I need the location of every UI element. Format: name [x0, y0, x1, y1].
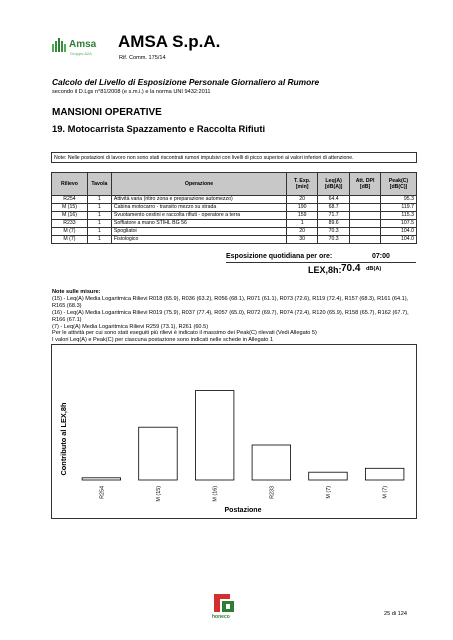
cell: M (7) — [52, 236, 88, 244]
col-header: Operazione — [111, 173, 286, 196]
x-tick-label: M (7) — [326, 486, 332, 499]
cell: 104.0 — [381, 228, 417, 236]
cell: 70.3 — [318, 236, 350, 244]
cell: 104.0 — [381, 236, 417, 244]
note-line: (15) - Leq(A) Media Logaritmica Rilievi R018 (65.9), R036 (63.2), R056 (68.1), R071 (61.1), R073 (72.6), R119 (72.4), R157 (68.3), R161 (64.1), R165 (68.3) — [52, 295, 409, 309]
cell: 20 — [287, 228, 318, 236]
noise-note: Note: Nelle postazioni di lavoro non sono stati riscontrati rumori impulsivi con livelli di picco superiori ai valori inferiori di attenzione. — [51, 152, 417, 163]
table-row — [52, 228, 417, 236]
note-line: I valori Leq(A) e Peak(C) per ciascuna postazione sono indicati nelle schede in Allegato 1 — [52, 337, 274, 344]
divider — [226, 262, 416, 263]
cell: 20 — [287, 196, 318, 204]
x-tick-label: M (7) — [382, 486, 389, 499]
cell: 1 — [87, 196, 111, 204]
job-title: 19. Motocarrista Spazzamento e Raccolta Rifiuti — [52, 123, 266, 134]
col-header: Att. DPI [dB] — [350, 173, 381, 196]
measurement-notes — [52, 289, 422, 344]
cell: M (15) — [52, 204, 88, 212]
note-line: Per le attività per cui sono stati eseguiti più rilievi è indicato il massimo dei Peak(C) rilevati (Vedi Allegato 5) — [52, 330, 317, 337]
chart-bar — [139, 427, 178, 480]
cell: 115.3 — [381, 212, 417, 220]
cell: 159 — [287, 212, 318, 220]
col-header: Tavola — [87, 173, 111, 196]
amsa-mark-icon — [52, 36, 66, 54]
contribution-chart — [51, 344, 417, 519]
x-tick-label: R233 — [269, 486, 276, 499]
cell: R233 — [52, 220, 88, 228]
table-header-row — [52, 173, 417, 196]
cell: 95.3 — [381, 196, 417, 204]
cell — [350, 228, 381, 236]
cell: 190 — [287, 204, 318, 212]
cell: 30 — [287, 236, 318, 244]
cell — [350, 204, 381, 212]
reference: Rif. Comm. 175/14 — [119, 55, 166, 61]
document-title: Calcolo del Livello di Esposizione Personale Giornaliero al Rumore — [52, 77, 320, 87]
table-row — [52, 212, 417, 220]
cell: Soffiatore a mano STIHL BG 56 — [111, 220, 286, 228]
cell: 68.7 — [318, 204, 350, 212]
cell: 1 — [87, 236, 111, 244]
cell: 119.7 — [381, 204, 417, 212]
col-header: Peak(C) [dB(C)] — [381, 173, 417, 196]
cell: 107.5 — [381, 220, 417, 228]
note-line: (7) - Leq(A) Media Logaritmica Rilievi R259 (73.1), R261 (60.5) — [52, 323, 209, 330]
lex-unit: dB(A) — [366, 266, 382, 272]
chart-bar — [195, 391, 234, 480]
table-row — [52, 220, 417, 228]
section-title: MANSIONI OPERATIVE — [52, 107, 162, 118]
lex-label: LEX,8h: — [308, 265, 342, 275]
cell: 1 — [87, 212, 111, 220]
cell: 1 — [87, 228, 111, 236]
cell: Svuotamento cestini e raccolta rifiuti - operatore a terra — [111, 212, 286, 220]
page-number: 25 di 124 — [384, 611, 408, 617]
cell: Cabina motocarro - transito mezzo su strada — [111, 204, 286, 212]
cell: 1 — [87, 220, 111, 228]
cell: 1 — [287, 220, 318, 228]
cell: M (16) — [52, 212, 88, 220]
x-tick-label: R254 — [99, 486, 106, 499]
col-header: T. Exp. [min] — [287, 173, 318, 196]
table-row — [52, 236, 417, 244]
amsa-logo — [52, 34, 102, 58]
cell: 71.7 — [318, 212, 350, 220]
lex-value: 70.4 — [341, 263, 361, 274]
chart-bar — [309, 472, 348, 480]
exposure-label: Esposizione quotidiana per ore: — [226, 253, 333, 260]
col-header: Rilievo — [52, 173, 88, 196]
cell: 89.6 — [318, 220, 350, 228]
exposure-time: 07:00 — [372, 253, 390, 260]
cell: Attività varia (ritiro zona e preparazione automezzo) — [111, 196, 286, 204]
cell: Spogliatoi — [111, 228, 286, 236]
col-header: Leq(A) [dB(A)] — [318, 173, 350, 196]
footer-logo-name: honeco — [212, 614, 230, 620]
logo-sub: Gruppo A2A — [70, 51, 92, 56]
cell — [350, 236, 381, 244]
honeco-logo — [212, 592, 238, 622]
x-axis-label: Postazione — [224, 507, 262, 514]
chart-bar — [252, 445, 291, 480]
table-row — [52, 196, 417, 204]
exposure-table — [51, 172, 417, 244]
cell: 64.4 — [318, 196, 350, 204]
cell: 70.3 — [318, 228, 350, 236]
logo-name: Amsa — [69, 39, 97, 50]
honeco-mark-icon — [212, 592, 238, 614]
cell: M (7) — [52, 228, 88, 236]
cell: R254 — [52, 196, 88, 204]
cell — [350, 220, 381, 228]
company-name: AMSA S.p.A. — [118, 32, 221, 51]
cell — [350, 196, 381, 204]
x-tick-label: M (16) — [212, 486, 219, 502]
notes-heading: Note sulle misure: — [52, 289, 101, 295]
cell — [350, 212, 381, 220]
chart-bar — [82, 478, 121, 480]
cell: 1 — [87, 204, 111, 212]
chart-bar — [365, 468, 404, 480]
y-axis-label: Contributo al LEX,8h — [59, 402, 68, 476]
x-tick-label: M (15) — [156, 486, 162, 502]
table-row — [52, 204, 417, 212]
note-line: (16) - Leq(A) Media Logaritmica Rilievi R019 (75.9), R037 (77.4), R057 (65.0), R072 (69.7), R074 (72.4), R120 (65.9), R158 (65.7), R162 (67.7), R166 (67.1) — [52, 309, 409, 323]
document-subtitle: secondo il D.Lgs n°81/2008 (e s.m.i.) e la norma UNI 9432:2011 — [52, 89, 211, 95]
cell: Fisiologico — [111, 236, 286, 244]
